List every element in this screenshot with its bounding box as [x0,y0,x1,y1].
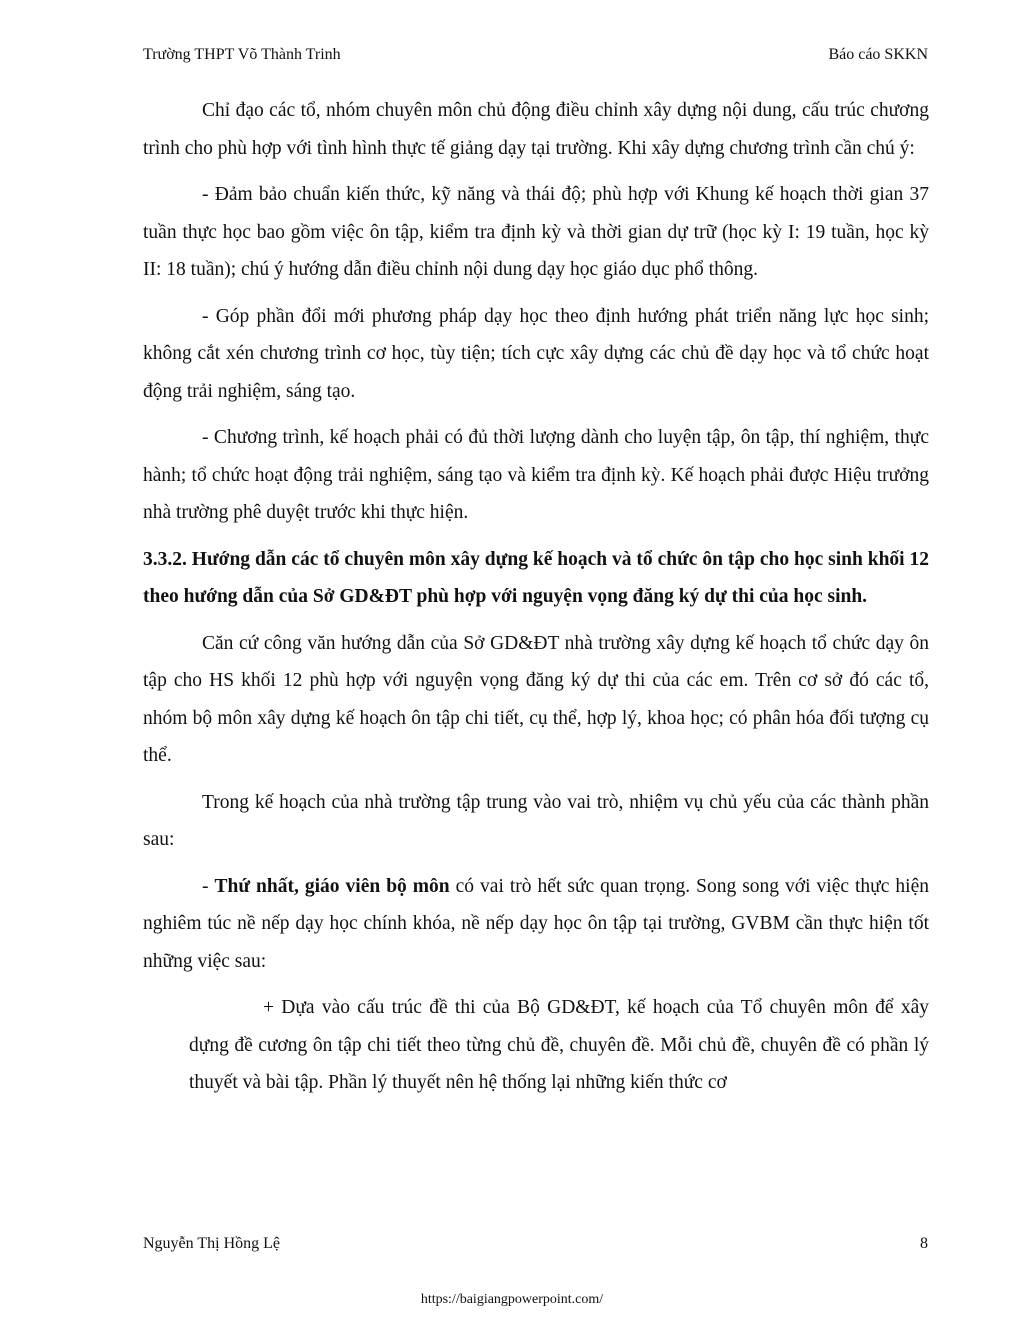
bold-lead-text: Thứ nhất, giáo viên bộ môn [214,875,450,897]
paragraph-school-plan: Trong kế hoạch của nhà trường tập trung vào vai trò, nhiệm vụ chủ yếu của các thành phần sau: [143,791,929,850]
paragraph-program-plan: - Chương trình, kế hoạch phải có đủ thời lượng dành cho luyện tập, ôn tập, thí nghiệm, thực hành; tổ chức hoạt động trải nghiệm, sáng tạo và kiểm tra định kỳ. Kế hoạch phải được Hiệu trưởng nhà trường phê duyệt trước khi thực hiện. [143,427,929,523]
paragraph-intro: Chỉ đạo các tổ, nhóm chuyên môn chủ động điều chỉnh xây dựng nội dung, cấu trúc chương trình cho phù hợp với tình hình thực tế giảng dạy tại trường. Khi xây dựng chương trình cần chú ý: [143,100,929,159]
paragraph-official-guidance: Căn cứ công văn hướng dẫn của Sở GD&ĐT nhà trường xây dựng kế hoạch tổ chức dạy ôn tập cho HS khối 12 phù hợp với nguyện vọng đăng ký dự thi của các em. Trên cơ sở đó các tổ, nhóm bộ môn xây dựng kế hoạch ôn tập chi tiết, cụ thể, hợp lý, khoa học; có phân hóa đối tượng cụ thể. [143,632,929,766]
section-heading-3-3-2: 3.3.2. Hướng dẫn các tổ chuyên môn xây dựng kế hoạch và tổ chức ôn tập cho học sinh khối 12 theo hướng dẫn của Sở GD&ĐT phù hợp với nguyện vọng đăng ký dự thi của học sinh. [143,548,929,607]
list-dash: - [202,875,215,897]
paragraph-rest-text: có vai trò hết sức quan trọng. Song song với việc thực hiện nghiêm túc nề nếp dạy học chính khóa, nề nếp dạy học ôn tập tại trường, GVBM cần thực hiện tốt những việc sau: [143,875,929,972]
header-school-name: Trường THPT Võ Thành Trinh [143,46,341,63]
paragraph-subject-teachers [143,868,929,981]
footer-author: Nguyễn Thị Hồng Lệ [143,1235,281,1252]
page-footer [143,1235,928,1253]
page-number: 8 [920,1235,928,1252]
source-url: https://baigiangpowerpoint.com/ [420,1292,604,1307]
paragraph-sub-item: + Dựa vào cấu trúc đề thi của Bộ GD&ĐT, kế hoạch của Tổ chuyên môn để xây dựng đề cương ôn tập chi tiết theo từng chủ đề, chuyên đề. Mỗi chủ đề, chuyên đề có phần lý thuyết và bài tập. Phần lý thuyết nên hệ thống lại những kiến thức cơ [189,997,929,1093]
page-header [143,46,928,64]
paragraph-knowledge-standards: - Đảm bảo chuẩn kiến thức, kỹ năng và thái độ; phù hợp với Khung kế hoạch thời gian 37 tuần thực học bao gồm việc ôn tập, kiểm tra định kỳ và thời gian dự trữ (học kỳ I: 19 tuần, học kỳ II: 18 tuần); chú ý hướng dẫn điều chỉnh nội dung dạy học giáo dục phổ thông. [143,184,929,280]
document-body [143,92,929,1111]
header-report-title: Báo cáo SKKN [828,46,928,63]
paragraph-teaching-methods: - Góp phần đổi mới phương pháp dạy học theo định hướng phát triển năng lực học sinh; không cắt xén chương trình cơ học, tùy tiện; tích cực xây dựng các chủ đề dạy học và tổ chức hoạt động trải nghiệm, sáng tạo. [143,305,929,402]
